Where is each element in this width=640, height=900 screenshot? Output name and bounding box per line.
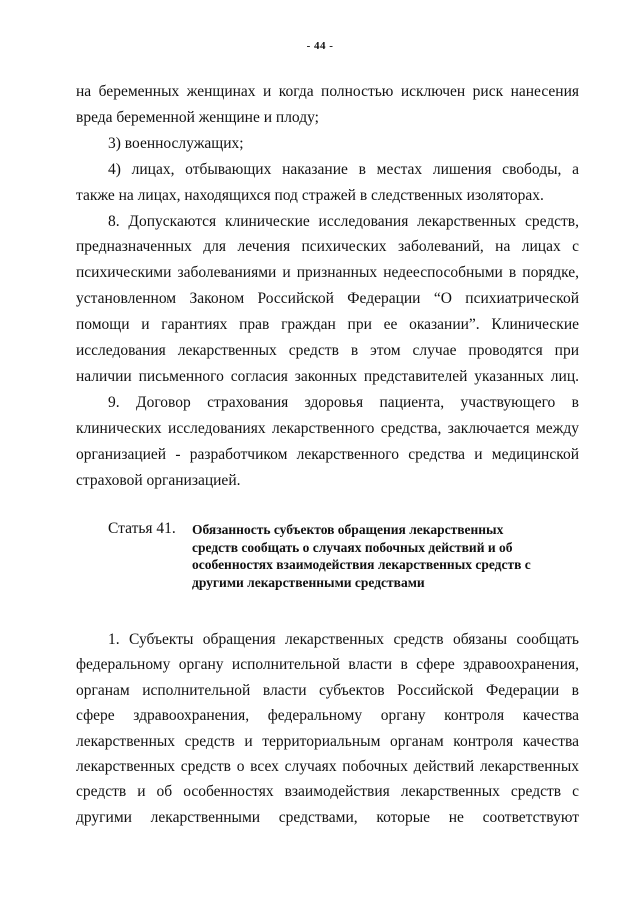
text-line: органам исполнительной власти субъектов Российской Федерации в [76,681,579,699]
text-line: организацией - разработчиком лекарственного средства и медицинской [76,445,579,463]
text-line: предназначенных для лечения психических заболеваний, на лицах с [76,238,579,256]
text-line: на беременных женщинах и когда полностью исключен риск нанесения [76,83,579,100]
text-line: 9. Договор страхования здоровья пациента, участвующего в [108,393,579,411]
article-title-line: особенностях взаимодействия лекарственных средств с [192,557,531,572]
text-line: сфере здравоохранения, федеральному органу контроля качества [76,707,579,725]
text-line: страховой организацией. [76,471,241,489]
text-line: вреда беременной женщине и плоду; [76,108,319,126]
article-label: Статья 41. [108,520,176,537]
text-line: наличии письменного согласия законных представителей указанных лиц. [76,367,579,385]
text-line: 4) лицах, отбывающих наказание в местах лишения свободы, а [108,160,579,178]
text-line: также на лицах, находящихся под стражей в следственных изоляторах. [76,186,544,204]
article-title-line: средств сообщать о случаях побочных действий и об [192,539,513,555]
text-line: другими лекарственными средствами, которые не соответствуют [76,808,579,826]
text-line: лекарственных средств о всех случаях побочных действий лекарственных [76,758,579,775]
text-line: клинических исследованиях лекарственного средства, заключается между [76,419,579,437]
article-title-line: другими лекарственными средствами [192,574,425,590]
text-line: установленном Законом Российской Федерации “О психиатрической [76,290,579,308]
text-line: исследования лекарственных средств в этом случае проводятся при [76,342,579,359]
text-line: 8. Допускаются клинические исследования лекарственных средств, [108,212,579,230]
text-line: лекарственных средств и территориальным органам контроля качества [76,732,579,750]
page-number: - 44 - [306,40,334,52]
article-title-line: Обязанность субъектов обращения лекарственных [192,522,504,537]
text-line: 1. Субъекты обращения лекарственных средств обязаны сообщать [108,631,579,648]
text-line: помощи и гарантиях прав граждан при ее оказании”. Клинические [76,316,579,334]
text-line: федеральному органу исполнительной власти в сфере здравоохранения, [76,656,579,674]
text-line: средств и об особенностях взаимодействия лекарственных средств с [76,783,579,801]
text-line: психическими заболеваниями и признанных недееспособными в порядке, [76,264,579,282]
text-line: 3) военнослужащих; [108,134,244,152]
